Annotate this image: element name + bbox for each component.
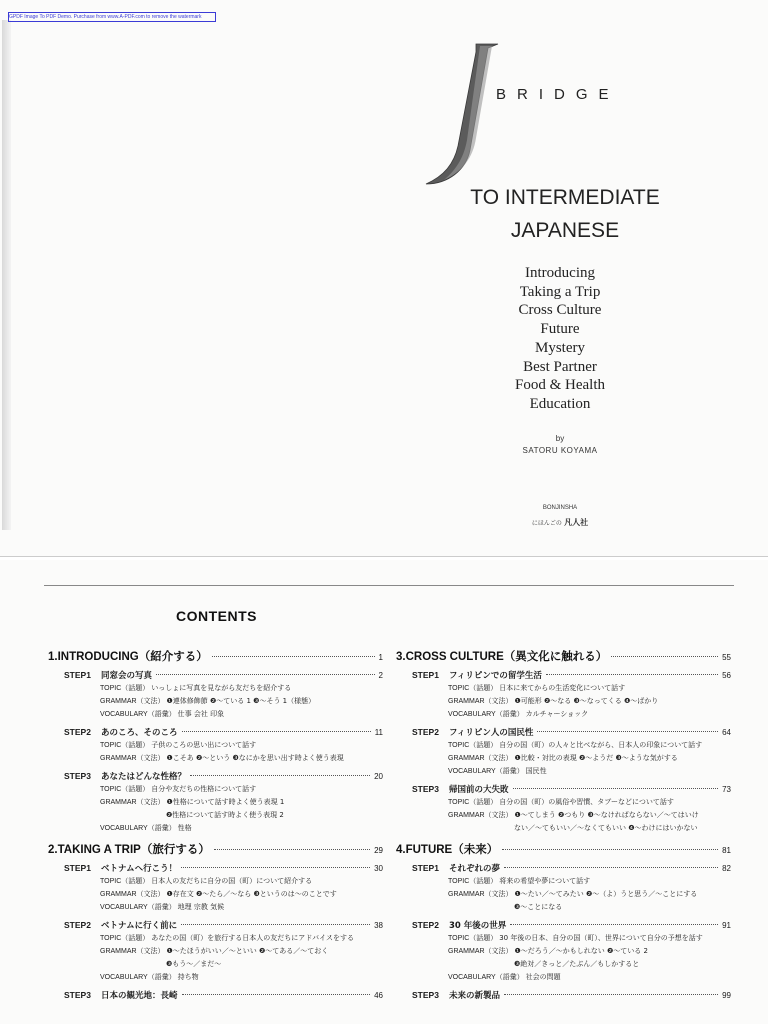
publisher-ja-name: 凡人社 — [564, 518, 589, 527]
leader-dots — [182, 731, 371, 732]
detail-line — [48, 783, 383, 796]
by-label: by — [555, 434, 565, 443]
leader-dots — [156, 674, 375, 675]
chapter-heading[interactable] — [396, 841, 731, 857]
detail-key: VOCABULARY（語彙） — [100, 974, 178, 981]
step-label: STEP2 — [412, 920, 439, 930]
step-title: それぞれの夢 — [449, 864, 501, 874]
detail-text: 自分の国（町）の人々と比べながら、日本人の印象について話す — [499, 741, 703, 749]
detail-key: GRAMMAR（文法） — [448, 812, 515, 819]
subject-item: Food & Health — [515, 377, 605, 394]
detail-line — [48, 752, 383, 765]
j-logo-icon — [418, 38, 508, 188]
chapter-title: 1.INTRODUCING（紹介する） — [48, 651, 208, 663]
detail-text: いっしょに写真を見ながら友だちを紹介する — [151, 684, 292, 692]
title-line-2: JAPANESE — [510, 219, 620, 242]
detail-line — [396, 765, 731, 778]
page-number: 46 — [374, 991, 383, 1000]
chapter-heading[interactable] — [48, 648, 383, 664]
detail-line — [48, 809, 383, 822]
detail-key: TOPIC（話題） — [100, 935, 152, 942]
detail-text: ❶～だろう／～かもしれない ❷～ている 2 — [514, 947, 648, 955]
subject-item: Taking a Trip — [519, 283, 601, 300]
step-label: STEP1 — [412, 670, 439, 680]
contents-heading: CONTENTS — [176, 608, 257, 624]
detail-line — [48, 945, 383, 958]
detail-text: 社会の問題 — [525, 973, 561, 981]
page-number: 73 — [722, 785, 731, 794]
detail-text: ❸～ことになる — [514, 903, 563, 911]
subject-item: Mystery — [535, 339, 585, 356]
leader-dots — [181, 924, 370, 925]
leader-dots — [504, 994, 718, 995]
page-number: 82 — [722, 864, 731, 873]
detail-text: ❶性格について話す時よく使う表現 1 — [166, 798, 285, 806]
detail-key: TOPIC（話題） — [448, 935, 500, 942]
step-title: フィリピン人の国民性 — [449, 728, 534, 738]
detail-line — [48, 682, 383, 695]
page-number: 55 — [722, 653, 731, 662]
subject-item: Education — [529, 395, 591, 412]
chapter-heading[interactable] — [396, 648, 731, 664]
page-number: 56 — [722, 671, 731, 680]
leader-dots — [504, 867, 718, 868]
detail-key: GRAMMAR（文法） — [448, 891, 515, 898]
step-label: STEP3 — [412, 784, 439, 794]
step-row[interactable] — [48, 770, 383, 783]
step-label: STEP3 — [64, 771, 91, 781]
page-number: 29 — [374, 846, 383, 855]
detail-line — [396, 875, 731, 888]
page-number: 81 — [722, 846, 731, 855]
detail-key: GRAMMAR（文法） — [100, 698, 167, 705]
step-label: STEP1 — [64, 670, 91, 680]
detail-text: ❶連体修飾節 ❷～ている 1 ❸～そう 1（様態） — [166, 697, 316, 705]
detail-key: GRAMMAR（文法） — [100, 948, 167, 955]
detail-text: あなたの国（町）を旅行する日本人の友だちにアドバイスをする — [151, 934, 355, 942]
step-label: STEP2 — [64, 727, 91, 737]
detail-key: TOPIC（話題） — [100, 878, 152, 885]
detail-key: TOPIC（話題） — [448, 685, 500, 692]
detail-text: ない／～てもいい／～なくてもいい ❹～わけにはいかない — [514, 824, 698, 832]
detail-line — [396, 796, 731, 809]
detail-key: VOCABULARY（語彙） — [448, 768, 526, 775]
chapter-heading[interactable] — [48, 841, 383, 857]
author-name: SATORU KOYAMA — [522, 446, 598, 455]
detail-text: 自分や友だちの性格について話す — [151, 785, 257, 793]
detail-key: VOCABULARY（語彙） — [100, 904, 178, 911]
page-number: 1 — [378, 653, 383, 662]
page-number: 99 — [722, 991, 731, 1000]
detail-line — [48, 971, 383, 984]
detail-text: 30 年後の日本、自分の国（町）、世界について自分の予想を話す — [499, 934, 703, 942]
publisher-ja-prefix: にほんごの — [531, 521, 562, 527]
detail-text: カルチャーショック — [525, 710, 589, 718]
detail-line — [396, 932, 731, 945]
detail-key: VOCABULARY（語彙） — [100, 711, 178, 718]
detail-line — [48, 822, 383, 835]
step-row[interactable] — [396, 669, 731, 682]
subject-item: Future — [540, 321, 580, 338]
step-title: フィリピンでの留学生活 — [449, 671, 542, 681]
step-label: STEP1 — [412, 863, 439, 873]
subject-list — [480, 264, 640, 414]
detail-key: TOPIC（話題） — [448, 742, 500, 749]
step-row[interactable] — [396, 989, 731, 1002]
leader-dots — [611, 656, 718, 657]
step-row[interactable] — [48, 669, 383, 682]
detail-key: VOCABULARY（語彙） — [448, 974, 526, 981]
step-row[interactable] — [48, 862, 383, 875]
detail-text: 将来の希望や夢について話す — [499, 877, 591, 885]
detail-line — [396, 888, 731, 901]
detail-text: 日本に来てからの生活変化について話す — [499, 684, 626, 692]
detail-line — [396, 809, 731, 822]
leader-dots — [181, 867, 370, 868]
step-label: STEP3 — [412, 990, 439, 1000]
page-number: 91 — [722, 921, 731, 930]
leader-dots — [513, 788, 719, 789]
detail-line — [48, 739, 383, 752]
page-number: 38 — [374, 921, 383, 930]
detail-text: ❶～たほうがいい／～といい ❷～てある／～ておく — [166, 947, 329, 955]
detail-key: TOPIC（話題） — [100, 786, 152, 793]
subject-item: Introducing — [525, 265, 595, 281]
page-number: 64 — [722, 728, 731, 737]
detail-key: GRAMMAR（文法） — [100, 755, 167, 762]
detail-text: 地理 宗教 気候 — [177, 903, 225, 911]
page-number: 20 — [374, 772, 383, 781]
contents-column-right — [396, 648, 731, 1002]
detail-key: TOPIC（話題） — [100, 742, 152, 749]
publisher-en: BONJINSHA — [542, 505, 578, 511]
detail-text: ❸もう～／まだ～ — [166, 960, 222, 968]
detail-line — [396, 739, 731, 752]
detail-line — [396, 682, 731, 695]
leader-dots — [510, 924, 718, 925]
step-title: 日本の観光地：長崎 — [101, 991, 178, 1001]
detail-line — [48, 958, 383, 971]
step-row[interactable] — [396, 783, 731, 796]
watermark-link[interactable]: GPDF Image To PDF Demo. Purchase from www.A-PDF.com to remove the watermark — [8, 12, 216, 22]
detail-text: ❶こそあ ❷～という ❸なにかを思い出す時よく使う表現 — [166, 754, 344, 762]
detail-text: ❶可能形 ❷～なる ❸～なってくる ❹～ばかり — [514, 697, 659, 705]
top-rule — [44, 585, 734, 586]
detail-line — [48, 796, 383, 809]
detail-text: ❶比較・対比の表現 ❷～ようだ ❸～ような気がする — [514, 754, 678, 762]
detail-text: 仕事 会社 印象 — [177, 710, 225, 718]
detail-key: VOCABULARY（語彙） — [448, 711, 526, 718]
detail-line — [396, 901, 731, 914]
step-label: STEP2 — [412, 727, 439, 737]
detail-key: TOPIC（話題） — [448, 799, 500, 806]
detail-line — [396, 945, 731, 958]
step-label: STEP3 — [64, 990, 91, 1000]
step-row[interactable] — [396, 862, 731, 875]
subject-item: Cross Culture — [518, 302, 602, 319]
detail-text: 持ち物 — [177, 973, 199, 981]
leader-dots — [502, 849, 718, 850]
chapter-title: 3.CROSS CULTURE（異文化に触れる） — [396, 651, 608, 663]
detail-text: ❶～てしまう ❷つもり ❸～なければならない／～てはいけ — [514, 811, 699, 819]
detail-line — [48, 932, 383, 945]
leader-dots — [182, 994, 371, 995]
detail-key: GRAMMAR（文法） — [448, 755, 515, 762]
detail-line — [396, 708, 731, 721]
detail-key: TOPIC（話題） — [448, 878, 500, 885]
step-title: 帰国前の大失敗 — [449, 785, 509, 795]
contents-column-left — [48, 648, 383, 1002]
step-title: あなたはどんな性格？ — [101, 772, 187, 782]
detail-line — [48, 708, 383, 721]
leader-dots — [190, 775, 370, 776]
detail-text: 国民性 — [525, 767, 547, 775]
step-row[interactable] — [48, 989, 383, 1002]
chapter-title: 4.FUTURE（未来） — [396, 844, 499, 856]
step-title: 同窓会の写真 — [101, 671, 153, 681]
detail-text: ❶～たい／～てみたい ❷～（よ）うと思う／～ことにする — [514, 890, 698, 898]
detail-key: GRAMMAR（文法） — [100, 891, 167, 898]
detail-line — [396, 958, 731, 971]
j-logo — [418, 38, 508, 188]
leader-dots — [546, 674, 718, 675]
step-title: 未来の新製品 — [449, 991, 501, 1001]
step-title: 30 年後の世界 — [449, 921, 507, 931]
step-label: STEP1 — [64, 863, 91, 873]
detail-text: ❸絶対／きっと／たぶん／もしかすると — [514, 960, 640, 968]
chapter-title: 2.TAKING A TRIP（旅行する） — [48, 844, 210, 856]
detail-key: GRAMMAR（文法） — [100, 799, 167, 806]
detail-text: ❶存在文 ❷～たら／～なら ❸というのは～のことです — [166, 890, 337, 898]
detail-key: GRAMMAR（文法） — [448, 948, 515, 955]
detail-line — [48, 875, 383, 888]
step-row[interactable] — [396, 919, 731, 932]
detail-key: GRAMMAR（文法） — [448, 698, 515, 705]
detail-line — [48, 888, 383, 901]
detail-text: ❷性格について話す時よく使う表現 2 — [166, 811, 284, 819]
step-row[interactable] — [48, 726, 383, 739]
detail-text: 自分の国（町）の風俗や習慣、タブーなどについて話す — [499, 798, 674, 806]
detail-key: TOPIC（話題） — [100, 685, 152, 692]
leader-dots — [537, 731, 718, 732]
step-label: STEP2 — [64, 920, 91, 930]
detail-text: 性格 — [177, 824, 192, 832]
detail-key: VOCABULARY（語彙） — [100, 825, 178, 832]
detail-line — [48, 695, 383, 708]
step-title: あのころ、そのころ — [101, 728, 178, 738]
publisher-ja — [480, 517, 640, 528]
step-row[interactable] — [396, 726, 731, 739]
step-title: ベトナムに行く前に — [101, 921, 178, 931]
leader-dots — [212, 656, 375, 657]
page-number: 2 — [378, 671, 383, 680]
subject-item: Best Partner — [523, 358, 597, 375]
detail-line — [48, 901, 383, 914]
detail-line — [396, 695, 731, 708]
detail-text: 日本人の友だちに自分の国（町）について紹介する — [151, 877, 313, 885]
detail-text: 子供のころの思い出について話す — [151, 741, 257, 749]
bridge-word: BRIDGE — [496, 86, 620, 103]
detail-line — [396, 822, 731, 835]
page-spine-shadow — [2, 20, 11, 530]
leader-dots — [214, 849, 370, 850]
step-title: ベトナムへ行こう！ — [101, 864, 178, 874]
title-line-1: TO INTERMEDIATE — [470, 186, 660, 209]
step-row[interactable] — [48, 919, 383, 932]
detail-line — [396, 971, 731, 984]
page-number: 30 — [374, 864, 383, 873]
page-number: 11 — [374, 728, 383, 737]
detail-line — [396, 752, 731, 765]
